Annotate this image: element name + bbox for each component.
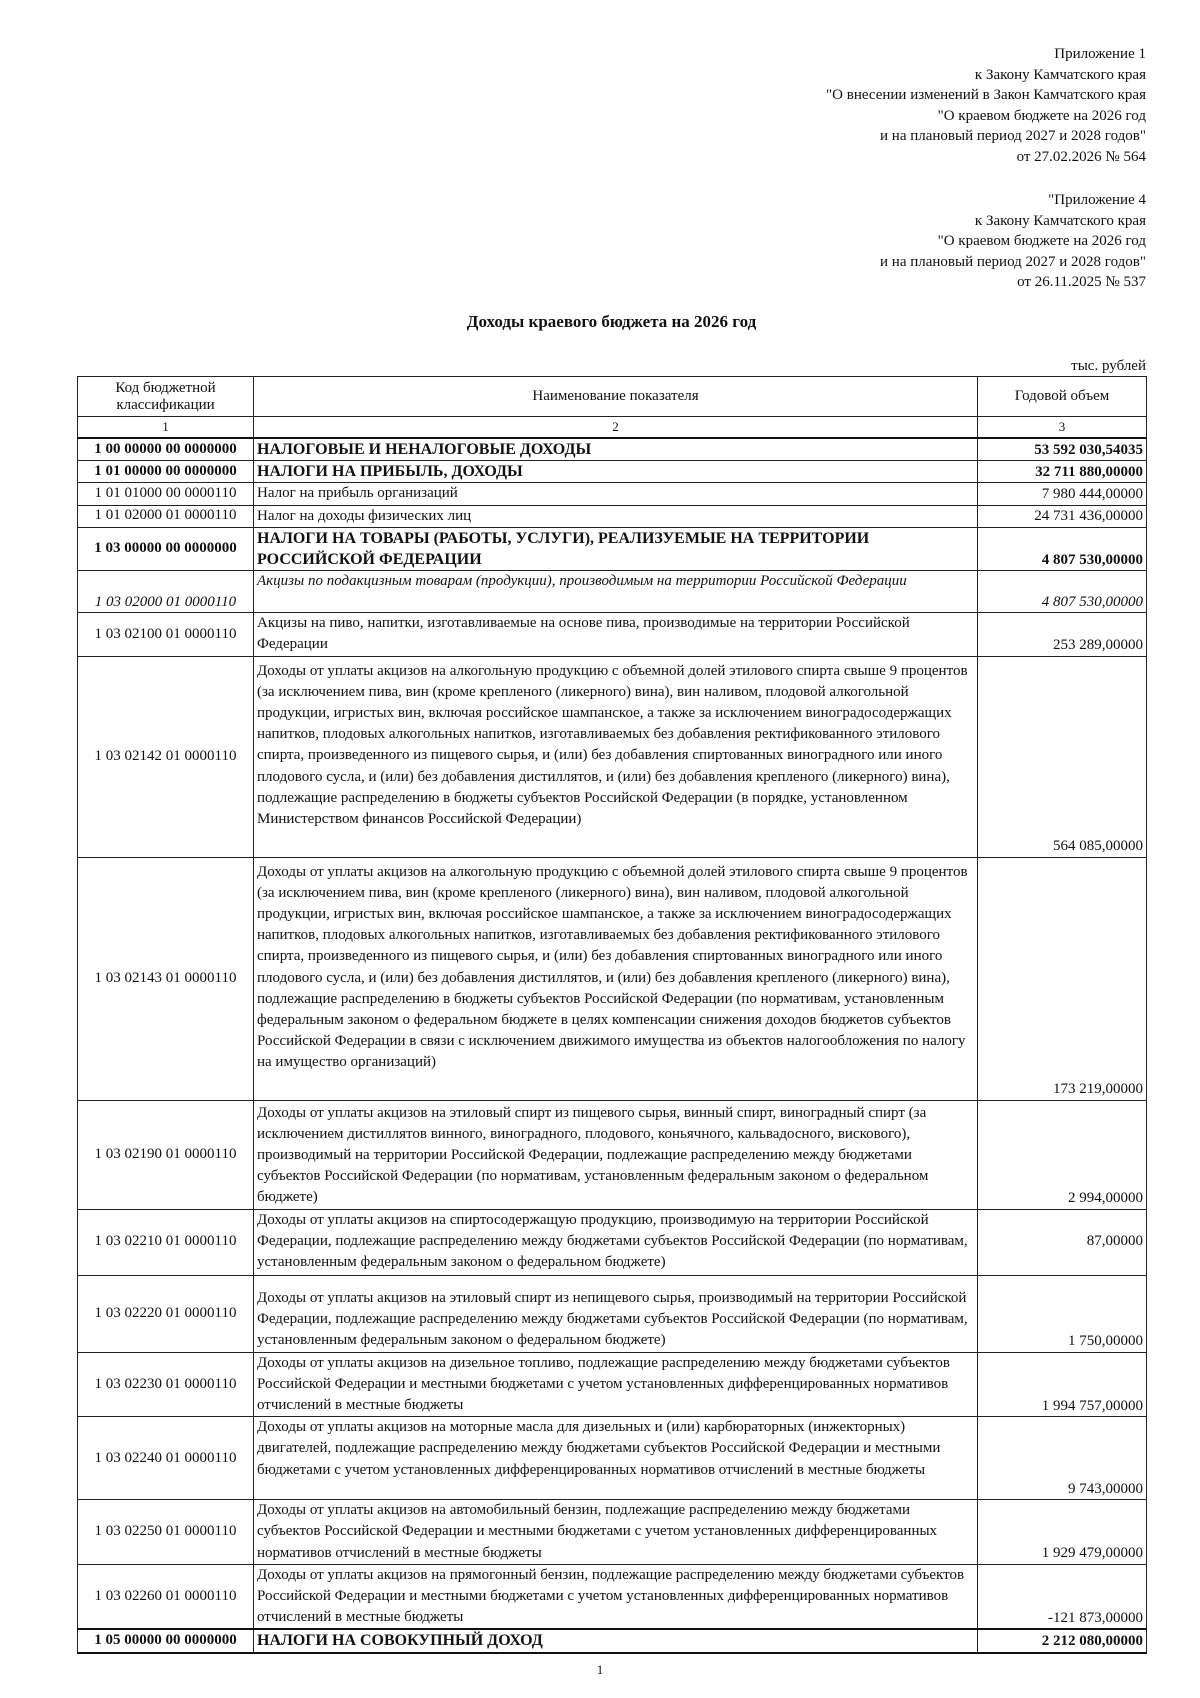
header-line: "О внесении изменений в Закон Камчатского края xyxy=(826,87,1146,103)
header-line: и на плановый период 2027 и 2028 годов" xyxy=(880,128,1146,144)
row-code: 1 03 02190 01 0000110 xyxy=(78,1100,254,1209)
row-code: 1 03 02143 01 0000110 xyxy=(78,857,254,1100)
table-row xyxy=(78,613,1147,656)
row-code: 1 05 00000 00 0000000 xyxy=(78,1629,254,1652)
table-row xyxy=(78,483,1147,505)
row-code: 1 03 02260 01 0000110 xyxy=(78,1564,254,1629)
row-amount: 2 212 080,00000 xyxy=(978,1629,1147,1652)
column-number: 2 xyxy=(254,417,978,439)
table-row xyxy=(78,1417,1147,1500)
units-label: тыс. рублей xyxy=(1071,358,1146,374)
header-line: "О краевом бюджете на 2026 год xyxy=(937,233,1146,249)
row-code: 1 03 02230 01 0000110 xyxy=(78,1352,254,1417)
header-amount: Годовой объем xyxy=(978,377,1147,417)
row-code: 1 03 02220 01 0000110 xyxy=(78,1275,254,1352)
table-row xyxy=(78,1209,1147,1275)
table-row xyxy=(78,1100,1147,1209)
row-code: 1 03 00000 00 0000000 xyxy=(78,527,254,570)
row-amount: 4 807 530,00000 xyxy=(978,571,1147,613)
row-name: Доходы от уплаты акцизов на алкогольную продукцию с объемной долей этилового спирта свыше 9 процентов (за исключением пива, вин (кроме крепленого (ликерного) вина), вин наливом, плодовой алкогольной продукции, игристых вин, включая российское шампанское, а также за исключением виноградосодержащих напитков, плодовых алкогольных напитков, изготавливаемых без добавления ректификованного этилового спирта, произведенного из пищевого сырья, и (или) без добавления спиртованных виноградного или иного плодового сусла, и (или) без добавления дистиллятов, и (или) без добавления крепленого (ликерного) вина), подлежащие распределению в бюджеты субъектов Российской Федерации (в порядке, установленном Министерством финансов Российской Федерации) xyxy=(254,656,978,857)
row-code: 1 01 02000 01 0000110 xyxy=(78,505,254,527)
row-amount: 1 750,00000 xyxy=(978,1275,1147,1352)
appendix-4-header xyxy=(880,190,1146,293)
row-name: НАЛОГИ НА СОВОКУПНЫЙ ДОХОД xyxy=(254,1629,978,1652)
row-name: Доходы от уплаты акцизов на спиртосодержащую продукцию, производимую на территории Российской Федерации, подлежащие распределению между бюджетами субъектов Российской Федерации (по нормативам, установленным федеральным законом о федеральном бюджете) xyxy=(254,1209,978,1275)
row-amount: 564 085,00000 xyxy=(978,656,1147,857)
row-code: 1 00 00000 00 0000000 xyxy=(78,438,254,461)
column-number: 3 xyxy=(978,417,1147,439)
header-name: Наименование показателя xyxy=(254,377,978,417)
table-row xyxy=(78,571,1147,613)
table-row xyxy=(78,1500,1147,1565)
row-name: НАЛОГИ НА ТОВАРЫ (РАБОТЫ, УСЛУГИ), РЕАЛИЗУЕМЫЕ НА ТЕРРИТОРИИ РОССИЙСКОЙ ФЕДЕРАЦИИ xyxy=(254,527,978,570)
row-name: Доходы от уплаты акцизов на моторные масла для дизельных и (или) карбюраторных (инжекторных) двигателей, подлежащие распределению между бюджетами субъектов Российской Федерации и местными бюджетами с учетом установленных дифференцированных нормативов отчислений в местные бюджеты xyxy=(254,1417,978,1500)
row-amount: 7 980 444,00000 xyxy=(978,483,1147,505)
row-amount: 173 219,00000 xyxy=(978,857,1147,1100)
column-number: 1 xyxy=(78,417,254,439)
table-row xyxy=(78,1352,1147,1417)
row-name: Акцизы на пиво, напитки, изготавливаемые на основе пива, производимые на территории Российской Федерации xyxy=(254,613,978,656)
row-name: Доходы от уплаты акцизов на дизельное топливо, подлежащие распределению между бюджетами субъектов Российской Федерации и местными бюджетами с учетом установленных дифференцированных нормативов отчислений в местные бюджеты xyxy=(254,1352,978,1417)
table-row xyxy=(78,1564,1147,1629)
row-name: Доходы от уплаты акцизов на этиловый спирт из непищевого сырья, производимый на территории Российской Федерации, подлежащие распределению между бюджетами субъектов Российской Федерации (по нормативам, установленным федеральным законом о федеральном бюджете) xyxy=(254,1275,978,1352)
page-number: 1 xyxy=(596,1662,604,1677)
row-name: Акцизы по подакцизным товарам (продукции), производимым на территории Российской Федерации xyxy=(254,571,978,613)
row-name: Доходы от уплаты акцизов на прямогонный бензин, подлежащие распределению между бюджетами субъектов Российской Федерации и местными бюджетами с учетом установленных дифференцированных нормативов отчислений в местные бюджеты xyxy=(254,1564,978,1629)
header-line: Приложение 1 xyxy=(1054,46,1146,62)
row-code: 1 03 02240 01 0000110 xyxy=(78,1417,254,1500)
header-line: "О краевом бюджете на 2026 год xyxy=(937,107,1146,124)
table-row xyxy=(78,527,1147,570)
row-code: 1 03 02250 01 0000110 xyxy=(78,1500,254,1565)
header-line: от 26.11.2025 № 537 xyxy=(1017,274,1146,290)
row-code: 1 03 02000 01 0000110 xyxy=(78,571,254,613)
row-name: НАЛОГИ НА ПРИБЫЛЬ, ДОХОДЫ xyxy=(254,461,978,483)
row-code: 1 03 02100 01 0000110 xyxy=(78,613,254,656)
row-amount: 2 994,00000 xyxy=(978,1100,1147,1209)
table-row xyxy=(78,1275,1147,1352)
appendix-1-header xyxy=(826,44,1146,167)
row-amount: 1 929 479,00000 xyxy=(978,1500,1147,1565)
row-name: Доходы от уплаты акцизов на алкогольную продукцию с объемной долей этилового спирта свыше 9 процентов (за исключением пива, вин (кроме крепленого (ликерного) вина), вин наливом, плодовой алкогольной продукции, игристых вин, включая российское шампанское, а также за исключением виноградосодержащих напитков, плодовых алкогольных напитков, изготавливаемых без добавления ректификованного этилового спирта, произведенного из пищевого сырья, и (или) без добавления спиртованных виноградного или иного плодового сусла, и (или) без добавления дистиллятов, и (или) без добавления крепленого (ликерного) вина), подлежащие распределению в бюджеты субъектов Российской Федерации (по нормативам, установленным федеральным законом о федеральном бюджете в целях компенсации снижения доходов бюджетов субъектов Российской Федерации в связи с исключением движимого имущества из объектов налогообложения по налогу на имущество организаций) xyxy=(254,857,978,1100)
header-line: и на плановый период 2027 и 2028 годов" xyxy=(880,253,1146,270)
row-code: 1 03 02210 01 0000110 xyxy=(78,1209,254,1275)
header-code: Код бюджетной классификации xyxy=(78,377,254,417)
table-row xyxy=(78,461,1147,483)
header-line: от 27.02.2026 № 564 xyxy=(1016,148,1146,165)
row-amount: 4 807 530,00000 xyxy=(978,527,1147,570)
row-amount: -121 873,00000 xyxy=(978,1564,1147,1629)
header-line: к Закону Камчатского края xyxy=(974,66,1146,83)
table-row xyxy=(78,438,1147,461)
row-amount: 1 994 757,00000 xyxy=(978,1352,1147,1417)
document-title: Доходы краевого бюджета на 2026 год xyxy=(466,312,757,331)
row-code: 1 01 01000 00 0000110 xyxy=(78,483,254,505)
row-amount: 32 711 880,00000 xyxy=(978,461,1147,483)
row-name: НАЛОГОВЫЕ И НЕНАЛОГОВЫЕ ДОХОДЫ xyxy=(254,438,978,461)
row-amount: 53 592 030,54035 xyxy=(978,438,1147,461)
row-name: Доходы от уплаты акцизов на автомобильный бензин, подлежащие распределению между бюджетами субъектов Российской Федерации и местными бюджетами с учетом установленных дифференцированных нормативов отчислений в местные бюджеты xyxy=(254,1500,978,1565)
row-name: Налог на прибыль организаций xyxy=(254,483,978,505)
row-code: 1 03 02142 01 0000110 xyxy=(78,656,254,857)
row-name: Доходы от уплаты акцизов на этиловый спирт из пищевого сырья, винный спирт, виноградный спирт (за исключением дистиллятов винного, виноградного, плодового, коньячного, кальвадосного, вискового), производимый на территории Российской Федерации, подлежащие распределению между бюджетами субъектов Российской Федерации (по нормативам, установленным федеральным законом о федеральном бюджете) xyxy=(254,1100,978,1209)
row-amount: 24 731 436,00000 xyxy=(978,505,1147,527)
row-name: Налог на доходы физических лиц xyxy=(254,505,978,527)
row-amount: 253 289,00000 xyxy=(978,613,1147,656)
header-line: "Приложение 4 xyxy=(1048,192,1146,208)
row-amount: 9 743,00000 xyxy=(978,1417,1147,1500)
header-line: к Закону Камчатского края xyxy=(974,212,1146,229)
row-code: 1 01 00000 00 0000000 xyxy=(78,461,254,483)
table-row xyxy=(78,857,1147,1100)
revenue-table xyxy=(77,376,1147,1654)
row-amount: 87,00000 xyxy=(978,1209,1147,1275)
table-row xyxy=(78,656,1147,857)
table-row xyxy=(78,505,1147,527)
table-row xyxy=(78,1629,1147,1652)
